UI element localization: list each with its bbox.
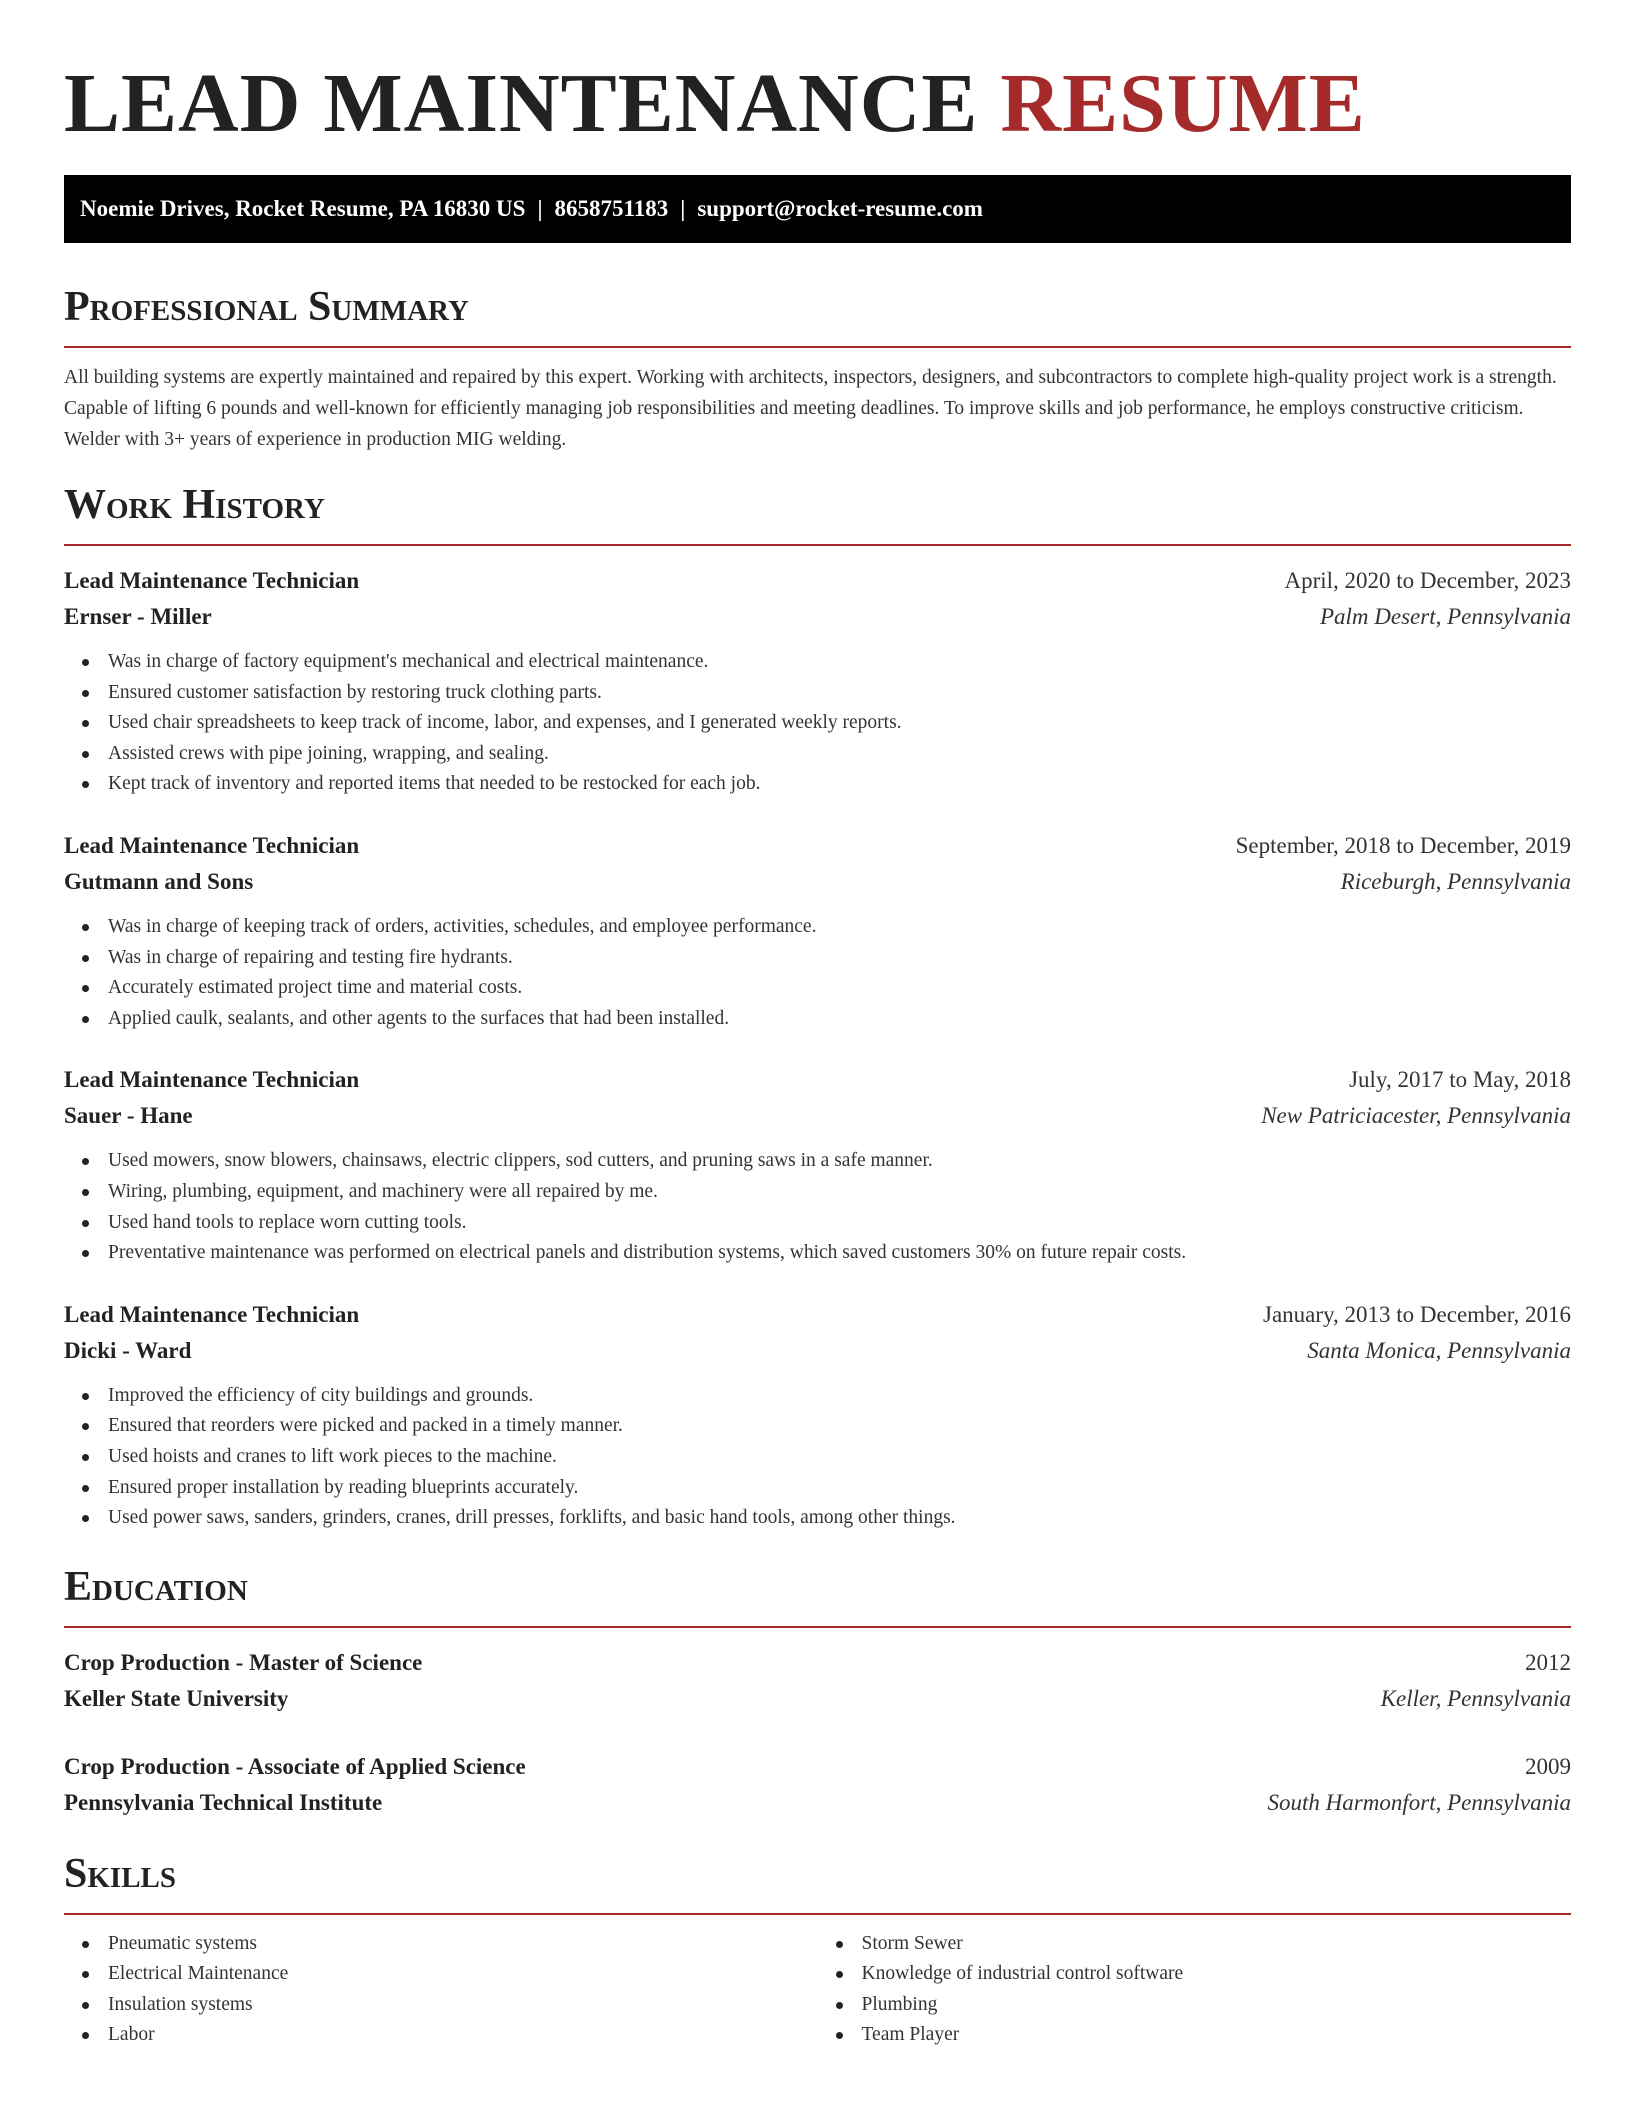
list-item: Wiring, plumbing, equipment, and machinery were all repaired by me. — [108, 1177, 1571, 1208]
list-item: Used chair spreadsheets to keep track of income, labor, and expenses, and I generated weekly reports. — [108, 708, 1571, 739]
list-item: Pneumatic systems — [108, 1929, 818, 1960]
list-item: Ensured that reorders were picked and packed in a timely manner. — [108, 1411, 1571, 1442]
education-entry — [64, 1749, 1571, 1821]
education-year: 2012 — [1525, 1649, 1571, 1675]
job-location: Santa Monica, Pennsylvania — [1307, 1337, 1571, 1363]
list-item: Used hand tools to replace worn cutting tools. — [108, 1208, 1571, 1239]
job-bullets — [64, 1381, 1571, 1534]
list-item: Was in charge of repairing and testing fire hydrants. — [108, 943, 1571, 974]
job-title: Lead Maintenance Technician — [64, 1067, 360, 1093]
list-item: Ensured proper installation by reading blueprints accurately. — [108, 1473, 1571, 1504]
summary-heading: Professional Summary — [64, 284, 469, 330]
resume-title — [64, 0, 1571, 150]
job-bullets — [64, 647, 1571, 800]
education-year: 2009 — [1525, 1753, 1571, 1779]
education-heading: Education — [64, 1563, 248, 1610]
education-degree: Crop Production - Master of Science — [64, 1649, 423, 1675]
list-item: Assisted crews with pipe joining, wrapping, and sealing. — [108, 739, 1571, 770]
list-item: Was in charge of factory equipment's mechanical and electrical maintenance. — [108, 647, 1571, 678]
skills-heading: Skills — [64, 1850, 177, 1897]
job-location: Riceburgh, Pennsylvania — [1340, 868, 1571, 894]
list-item: Used hoists and cranes to lift work pieces to the machine. — [108, 1442, 1571, 1473]
job-entry — [64, 1297, 1571, 1534]
job-company: Ernser - Miller — [64, 604, 212, 629]
section-divider — [64, 1626, 1571, 1628]
resume-title-accent: RESUME — [1000, 57, 1366, 150]
list-item: Improved the efficiency of city buildings and grounds. — [108, 1381, 1571, 1412]
education-location: Keller, Pennsylvania — [1380, 1685, 1571, 1711]
contact-phone: 8658751183 — [554, 196, 669, 221]
resume-title-main: LEAD MAINTENANCE — [64, 57, 979, 150]
skills-section — [64, 1849, 1571, 2051]
skills-column-left — [64, 1929, 818, 2051]
skills-grid — [64, 1929, 1571, 2051]
job-bullets — [64, 1146, 1571, 1268]
job-title: Lead Maintenance Technician — [64, 568, 360, 593]
job-location: New Patriciacester, Pennsylvania — [1261, 1103, 1571, 1129]
job-dates: September, 2018 to December, 2019 — [1235, 832, 1571, 858]
job-dates: January, 2013 to December, 2016 — [1263, 1301, 1571, 1327]
summary-section — [64, 282, 1571, 455]
list-item: Knowledge of industrial control software — [862, 1959, 1572, 1990]
list-item: Accurately estimated project time and material costs. — [108, 973, 1571, 1004]
list-item: Kept track of inventory and reported items that needed to be restocked for each job. — [108, 769, 1571, 800]
list-item: Electrical Maintenance — [108, 1959, 818, 1990]
job-company: Gutmann and Sons — [64, 868, 254, 894]
job-entry — [64, 1062, 1571, 1268]
job-title: Lead Maintenance Technician — [64, 1301, 360, 1327]
summary-text: All building systems are expertly maintained and repaired by this expert. Working with architects, inspectors, designers, and subcontractors to complete high-quality project work is a strength. Capable of lifting 6 pounds and well-known for efficiently managing job responsibilities and meeting deadlines. To improve skills and job performance, he employs constructive criticism. Welder with 3+ years of experience in production MIG welding. — [64, 367, 1557, 450]
job-company: Dicki - Ward — [64, 1337, 192, 1363]
list-item: Team Player — [862, 2020, 1572, 2051]
job-location: Palm Desert, Pennsylvania — [1319, 604, 1571, 629]
section-divider — [64, 346, 1571, 348]
education-section — [64, 1562, 1571, 1821]
job-company: Sauer - Hane — [64, 1103, 193, 1129]
list-item: Used power saws, sanders, grinders, cranes, drill presses, forklifts, and basic hand tools, among other things. — [108, 1503, 1571, 1534]
list-item: Used mowers, snow blowers, chainsaws, electric clippers, sod cutters, and pruning saws in a safe manner. — [108, 1146, 1571, 1177]
list-item: Preventative maintenance was performed on electrical panels and distribution systems, which saved customers 30% on future repair costs. — [108, 1238, 1571, 1269]
contact-bar — [64, 175, 1571, 243]
education-school: Pennsylvania Technical Institute — [64, 1789, 383, 1815]
job-entry — [64, 563, 1571, 800]
work-history-heading: Work History — [64, 482, 325, 528]
list-item: Applied caulk, sealants, and other agents to the surfaces that had been installed. — [108, 1004, 1571, 1035]
list-item: Storm Sewer — [862, 1929, 1572, 1960]
job-dates: July, 2017 to May, 2018 — [1349, 1067, 1571, 1093]
resume-page — [64, 0, 1571, 2051]
education-school: Keller State University — [64, 1685, 289, 1711]
section-divider — [64, 1913, 1571, 1915]
section-divider — [64, 544, 1571, 546]
job-entry — [64, 828, 1571, 1034]
list-item: Plumbing — [862, 1990, 1572, 2021]
contact-address: Noemie Drives, Rocket Resume, PA 16830 US — [80, 196, 526, 221]
contact-separator: | — [537, 196, 543, 221]
list-item: Insulation systems — [108, 1990, 818, 2021]
skills-column-right — [818, 1929, 1572, 2051]
list-item: Ensured customer satisfaction by restoring truck clothing parts. — [108, 678, 1571, 709]
education-entry — [64, 1645, 1571, 1717]
work-history-section — [64, 480, 1571, 1534]
job-dates: April, 2020 to December, 2023 — [1284, 568, 1571, 593]
education-location: South Harmonfort, Pennsylvania — [1267, 1789, 1571, 1815]
education-degree: Crop Production - Associate of Applied Science — [64, 1753, 526, 1779]
list-item: Was in charge of keeping track of orders, activities, schedules, and employee performance. — [108, 912, 1571, 943]
job-bullets — [64, 912, 1571, 1034]
job-title: Lead Maintenance Technician — [64, 832, 360, 858]
contact-email[interactable]: support@rocket-resume.com — [697, 196, 983, 221]
list-item: Labor — [108, 2020, 818, 2051]
contact-separator: | — [680, 196, 686, 221]
